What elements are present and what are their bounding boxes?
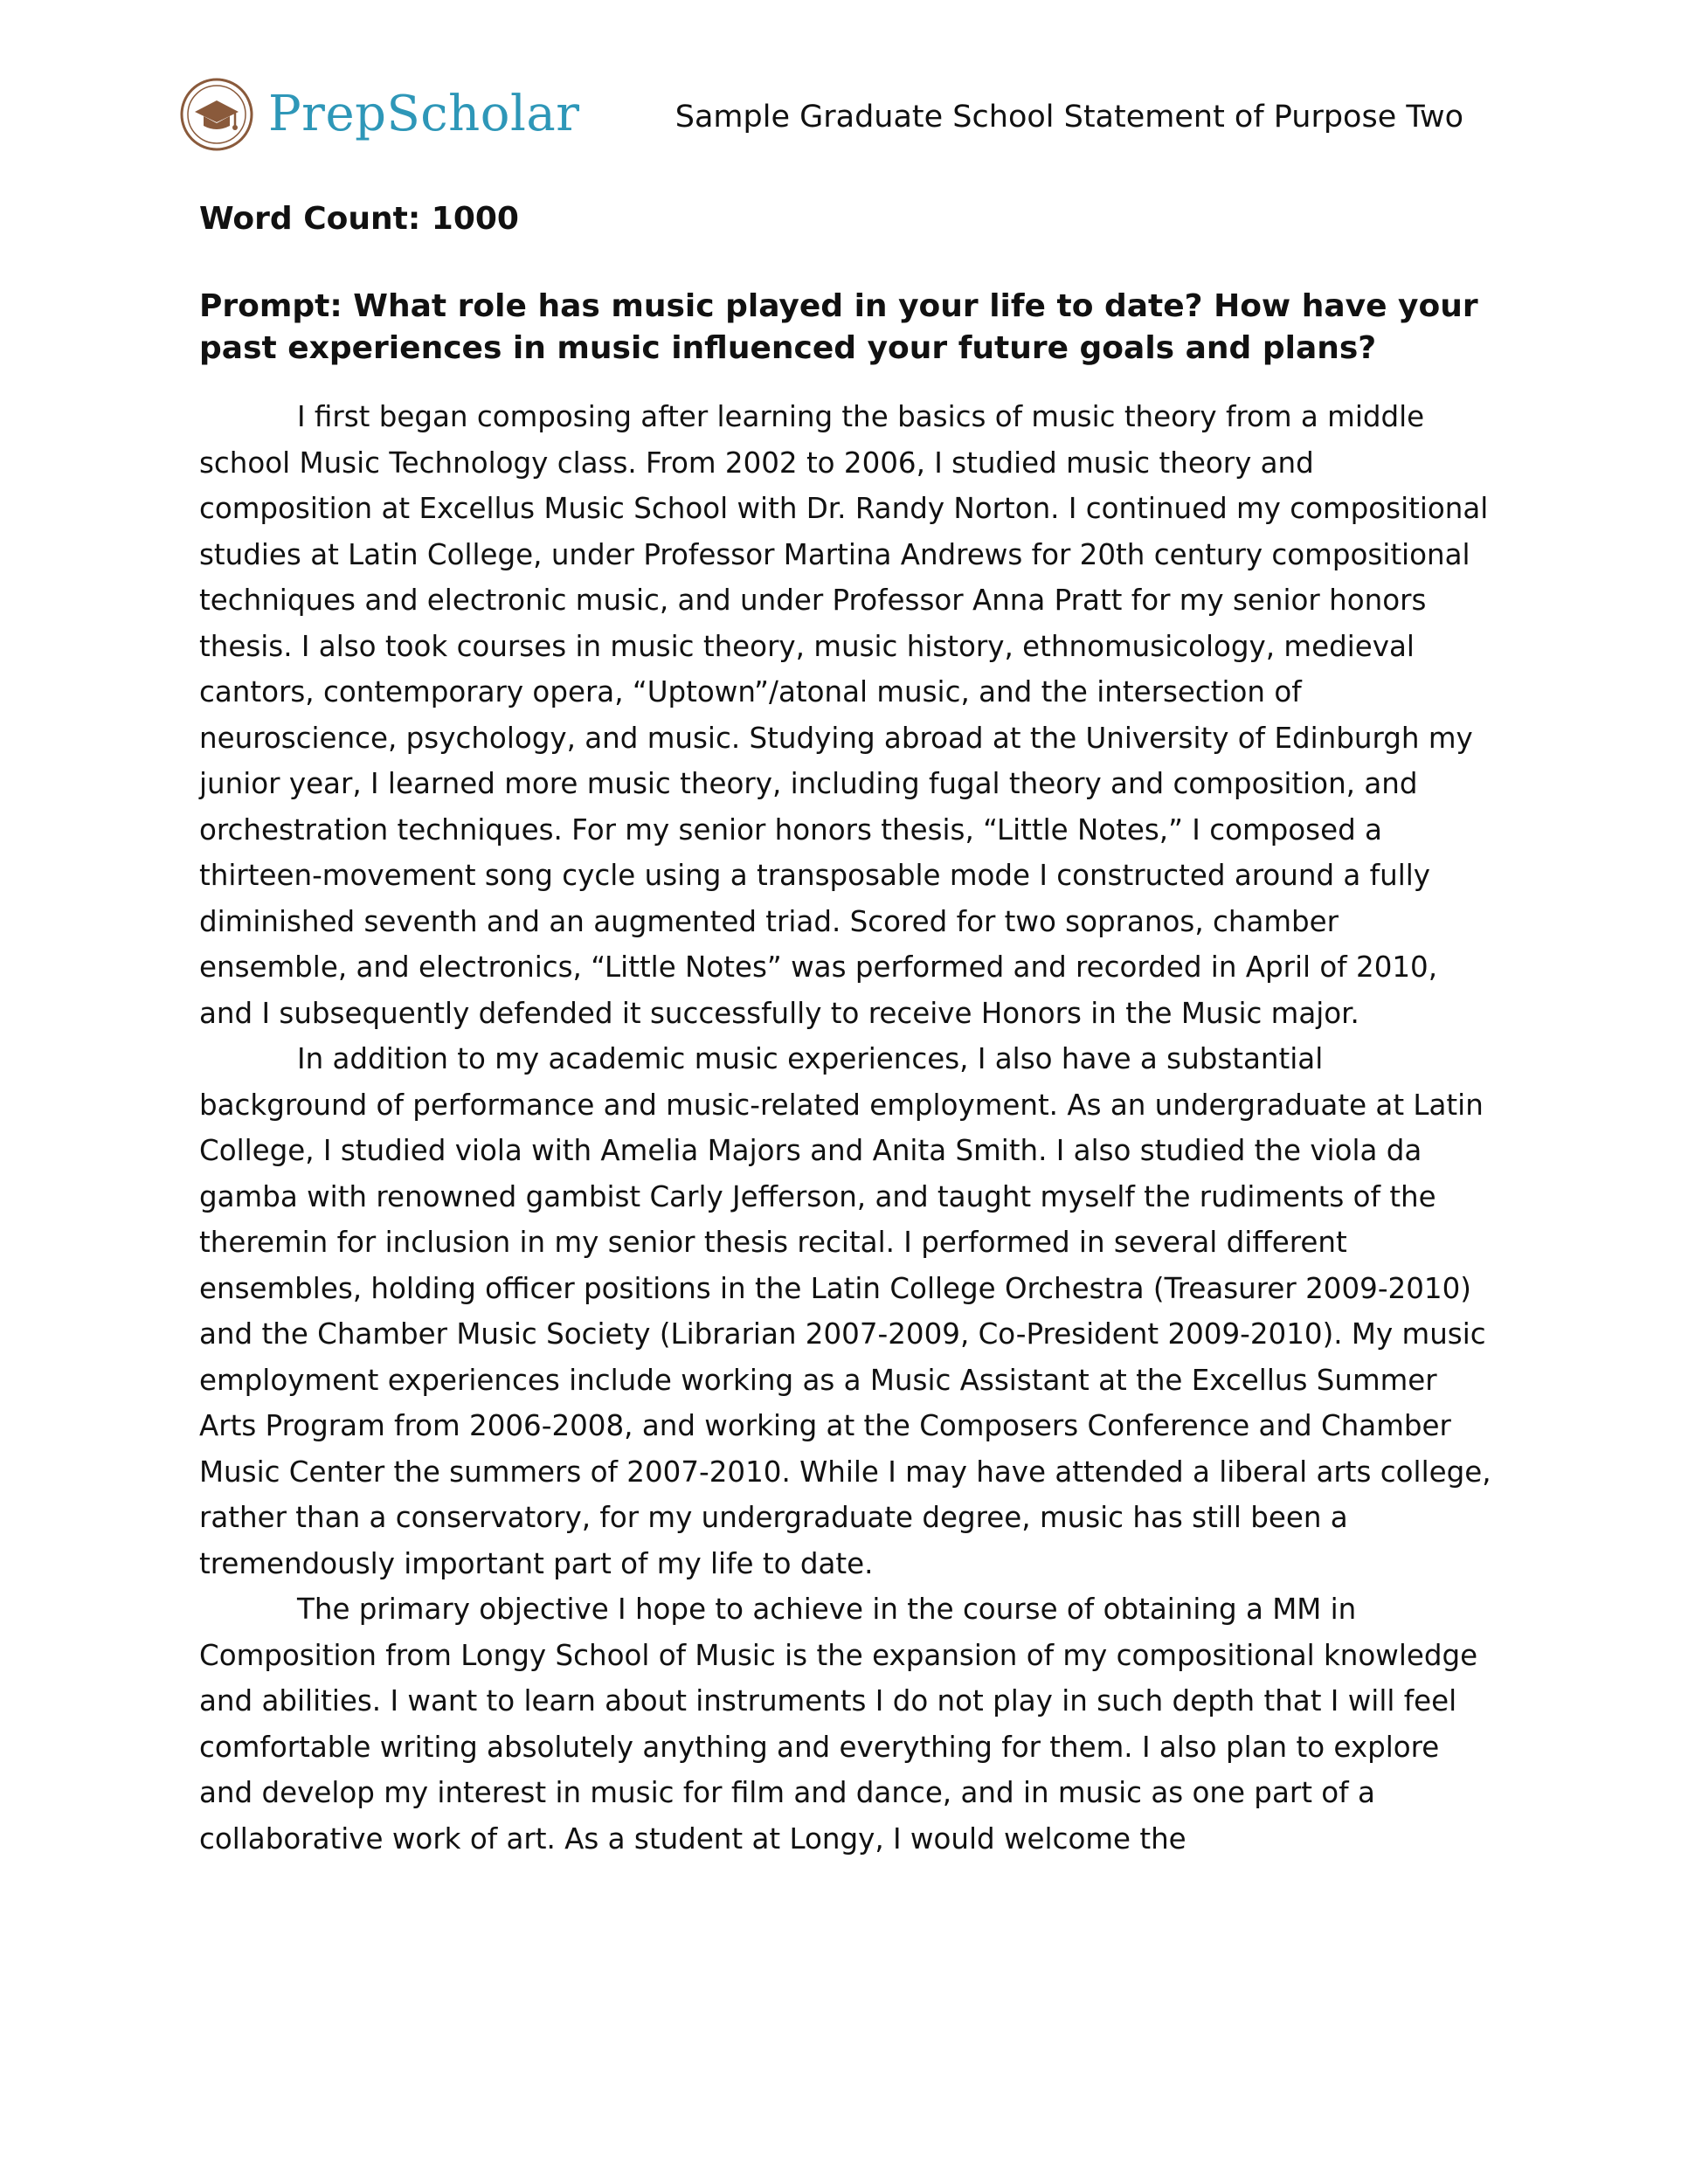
essay-prompt: Prompt: What role has music played in your life to date? How have your past experiences in music influenced your future goals and plans? xyxy=(199,288,1478,366)
essay-body xyxy=(199,197,1492,1862)
essay-paragraph: I first began composing after learning the basics of music theory from a middle school Music Technology class. From 2002 to 2006, I studied music theory and composition at Excellus Music School with Dr. Randy Norton. I continued my compositional studies at Latin College, under Professor Martina Andrews for 20th century compositional techniques and electronic music, and under Professor Anna Pratt for my senior honors thesis. I also took courses in music theory, music history, ethnomusicology, medieval cantors, contemporary opera, “Uptown”/atonal music, and the intersection of neuroscience, psychology, and music. Studying abroad at the University of Edinburgh my junior year, I learned more music theory, including fugal theory and composition, and orchestration techniques. For my senior honors thesis, “Little Notes,” I composed a thirteen-movement song cycle using a transposable mode I constructed around a fully diminished seventh and an augmented triad. Scored for two sopranos, chamber ensemble, and electronics, “Little Notes” was performed and recorded in April of 2010, and I subsequently defended it successfully to receive Honors in the Music major. xyxy=(199,400,1489,1030)
word-count: Word Count: 1000 xyxy=(199,201,519,237)
logo-wordmark: PrepScholar xyxy=(268,86,580,142)
prepscholar-logo xyxy=(179,77,580,152)
document-title: Sample Graduate School Statement of Purpose Two xyxy=(675,100,1463,135)
page-header xyxy=(179,77,1463,164)
essay-paragraph: The primary objective I hope to achieve in the course of obtaining a MM in Composition from Longy School of Music is the expansion of my compositional knowledge and abilities. I want to learn about instruments I do not play in such depth that I will feel comfortable writing absolutely anything and everything for them. I also plan to explore and develop my interest in music for film and dance, and in music as one part of a collaborative work of art. As a student at Longy, I would welcome the xyxy=(199,1593,1478,1856)
essay-text xyxy=(199,394,1492,1862)
essay-paragraph: In addition to my academic music experiences, I also have a substantial background of performance and music-related employment. As an undergraduate at Latin College, I studied viola with Amelia Majors and Anita Smith. I also studied the viola da gamba with renowned gambist Carly Jefferson, and taught myself the rudiments of the theremin for inclusion in my senior thesis recital. I performed in several different ensembles, holding officer positions in the Latin College Orchestra (Treasurer 2009-2010) and the Chamber Music Society (Librarian 2007-2009, Co-President 2009-2010). My music employment experiences include working as a Music Assistant at the Excellus Summer Arts Program from 2006-2008, and working at the Composers Conference and Chamber Music Center the summers of 2007-2010. While I may have attended a liberal arts college, rather than a conservatory, for my undergraduate degree, music has still been a tremendously important part of my life to date. xyxy=(199,1042,1491,1580)
graduation-cap-icon xyxy=(179,77,254,152)
